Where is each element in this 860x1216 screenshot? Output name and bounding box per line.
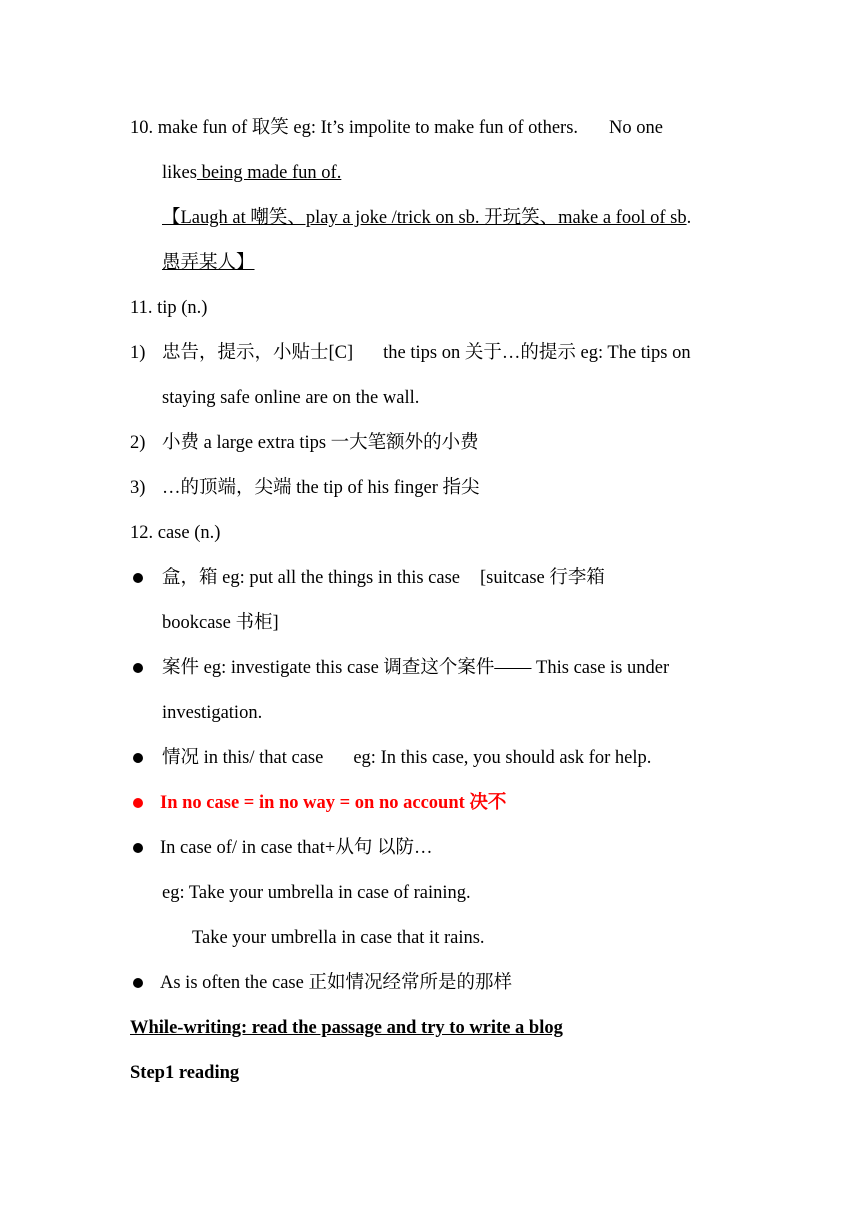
section-heading: While-writing: read the passage and try to write a blog bbox=[130, 1018, 563, 1038]
item12-title: 12. case (n.) bbox=[130, 523, 221, 543]
item12-bullet6: As is often the case 正如情况经常所是的那样 bbox=[160, 973, 512, 993]
item10-related-phrases: 【Laugh at 嘲笑、play a joke /trick on sb. 开玩笑、make a fool of sb bbox=[162, 208, 687, 228]
item12-bullet5: In case of/ in case that+从句 以防… bbox=[160, 838, 433, 858]
item11-sense1-meaning: 忠告，提示，小贴士[C] bbox=[162, 343, 354, 363]
item12-bullet1-bracket: [suitcase 行李箱 bbox=[480, 568, 605, 588]
item12-bullet5-example2: Take your umbrella in case that it rains. bbox=[192, 928, 485, 948]
item11-sense3-number: 3) bbox=[130, 478, 146, 498]
item12-bullet3-main: 情况 in this/ that case bbox=[162, 748, 324, 768]
item11-sense1 bbox=[162, 340, 691, 366]
item11-sense1-number: 1) bbox=[130, 343, 146, 363]
item12-bullet3 bbox=[162, 745, 651, 771]
item11-title: 11. tip (n.) bbox=[130, 298, 208, 318]
item10-line3-dot: . bbox=[686, 208, 692, 228]
item11-sense1-example: the tips on 关于…的提示 eg: The tips on bbox=[383, 343, 691, 363]
bullet-icon bbox=[133, 663, 143, 673]
item11-sense2-number: 2) bbox=[130, 433, 146, 453]
bullet-icon bbox=[133, 843, 143, 853]
bullet-icon bbox=[133, 573, 143, 583]
item10-head: 10. make fun of 取笑 eg: It’s impolite to make fun of others. bbox=[130, 118, 579, 138]
item12-bullet1-cont: bookcase 书柜] bbox=[162, 613, 279, 633]
step-heading: Step1 reading bbox=[130, 1063, 240, 1083]
item12-bullet4-highlight: In no case = in no way = on no account 决不 bbox=[160, 793, 507, 813]
item10-line2-underlined: being made fun of. bbox=[196, 163, 342, 183]
item10-line3 bbox=[162, 205, 691, 231]
item10-line4: 愚弄某人】 bbox=[162, 253, 255, 273]
item12-bullet3-example: eg: In this case, you should ask for help. bbox=[353, 748, 652, 768]
bullet-icon bbox=[133, 978, 143, 988]
item12-bullet2: 案件 eg: investigate this case 调查这个案件—— This case is under bbox=[162, 658, 670, 678]
bullet-icon bbox=[133, 753, 143, 763]
item10-line1 bbox=[130, 115, 663, 141]
item11-sense2: 小费 a large extra tips 一大笔额外的小费 bbox=[162, 433, 479, 453]
item10-tail: No one bbox=[609, 118, 663, 138]
item12-bullet5-example1: eg: Take your umbrella in case of raining. bbox=[162, 883, 471, 903]
bullet-icon bbox=[133, 798, 143, 808]
item10-line2-plain: likes bbox=[162, 163, 197, 183]
item12-bullet2-cont: investigation. bbox=[162, 703, 263, 723]
item11-sense1-cont: staying safe online are on the wall. bbox=[162, 388, 420, 408]
item12-bullet1 bbox=[162, 565, 605, 591]
item12-bullet1-main: 盒，箱 eg: put all the things in this case bbox=[162, 568, 461, 588]
item10-line2 bbox=[162, 160, 341, 186]
item11-sense3: …的顶端，尖端 the tip of his finger 指尖 bbox=[162, 478, 480, 498]
